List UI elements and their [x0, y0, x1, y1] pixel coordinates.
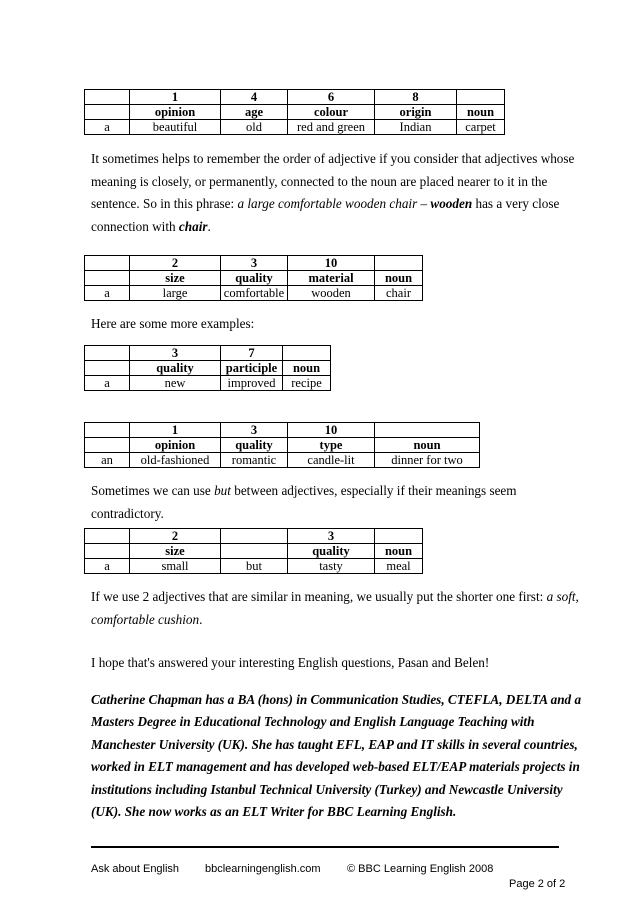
author-name: Catherine Chapman [91, 692, 203, 707]
table-header: quality [221, 438, 288, 453]
but-paragraph [91, 480, 591, 525]
paragraph-text: Sometimes we can use [91, 483, 215, 498]
table-cell: a [85, 559, 130, 574]
table-cell: comfortable [221, 286, 288, 301]
table-row [85, 105, 505, 120]
table-header: type [288, 438, 375, 453]
table-header: age [221, 105, 288, 120]
table-cell: 10 [288, 256, 375, 271]
table-row [85, 453, 480, 468]
adjective-order-table-4 [84, 422, 480, 468]
table-header: quality [130, 361, 221, 376]
table-cell: dinner for two [375, 453, 480, 468]
table-cell: carpet [457, 120, 505, 135]
table-header: noun [457, 105, 505, 120]
table-cell: 1 [130, 90, 221, 105]
table-cell [85, 423, 130, 438]
table-cell: 3 [221, 423, 288, 438]
table-cell: large [130, 286, 221, 301]
table-cell: new [130, 376, 221, 391]
paragraph-text: If we use 2 adjectives that are similar in meaning, we usually put the shorter one first: [91, 589, 547, 604]
table-cell: 1 [130, 423, 221, 438]
table-cell: romantic [221, 453, 288, 468]
table-cell: 7 [221, 346, 283, 361]
table-cell [85, 105, 130, 120]
table-cell: 8 [375, 90, 457, 105]
table-row [85, 90, 505, 105]
table-row [85, 423, 480, 438]
table-cell: 3 [288, 529, 375, 544]
table-cell: 6 [288, 90, 375, 105]
table-cell: chair [375, 286, 423, 301]
table-cell [375, 529, 423, 544]
example-phrase: a soft, comfortable cushion [91, 589, 579, 627]
table-header: quality [221, 271, 288, 286]
paragraph-text: . [207, 218, 211, 234]
table-cell: tasty [288, 559, 375, 574]
closing-paragraph: I hope that's answered your interesting English questions, Pasan and Belen! [91, 655, 490, 670]
table-header: size [130, 271, 221, 286]
adjective-order-table-3 [84, 345, 331, 391]
table-cell [283, 346, 331, 361]
paragraph-text: – [417, 196, 431, 211]
table-cell [457, 90, 505, 105]
paragraph-text: . [199, 611, 203, 627]
table-cell [85, 271, 130, 286]
table-row [85, 376, 331, 391]
footer-website: bbclearningenglish.com [205, 863, 321, 875]
table-row [85, 544, 423, 559]
table-row [85, 361, 331, 376]
table-row [85, 529, 423, 544]
table-cell: a [85, 120, 130, 135]
table-cell: 3 [130, 346, 221, 361]
table-cell [85, 256, 130, 271]
table-cell: 2 [130, 529, 221, 544]
table-cell [221, 529, 288, 544]
example-phrase: a large comfortable wooden chair [237, 196, 418, 211]
table-row [85, 271, 423, 286]
table-cell [85, 346, 130, 361]
table-header: noun [375, 271, 423, 286]
table-cell: meal [375, 559, 423, 574]
bio-text: has a BA (hons) in Communication Studies, CTEFLA, DELTA and a Masters Degree in Educational Technology and English Language Teaching with Manchester University (UK). She has taught EFL, EAP and IT skills in several countries, worked in ELT management and has developed web-based ELT/EAP materials projects in institutions including Istanbul Technical University (Turkey) and Newcastle University (UK). She now works as an ELT Writer for BBC Learning English. [91, 692, 582, 820]
table-cell: candle-lit [288, 453, 375, 468]
footer-copyright: © BBC Learning English 2008 [347, 863, 494, 875]
table-header: noun [375, 544, 423, 559]
table-header: origin [375, 105, 457, 120]
similar-adjectives-paragraph [91, 586, 591, 631]
table-cell: small [130, 559, 221, 574]
table-header: opinion [130, 438, 221, 453]
highlight-word: but [214, 483, 231, 498]
table-cell [375, 256, 423, 271]
table-cell: red and green [288, 120, 375, 135]
table-row [85, 438, 480, 453]
table-row [85, 559, 423, 574]
paragraph-text: between adjectives, especially if their meanings seem contradictory. [91, 483, 517, 521]
table-cell [85, 438, 130, 453]
table-cell [85, 361, 130, 376]
table-header: quality [288, 544, 375, 559]
table-header: opinion [130, 105, 221, 120]
table-cell: improved [221, 376, 283, 391]
table-row [85, 286, 423, 301]
table-cell: 3 [221, 256, 288, 271]
table-cell: an [85, 453, 130, 468]
table-header: noun [375, 438, 480, 453]
table-cell: beautiful [130, 120, 221, 135]
adjective-order-table-1 [84, 89, 505, 135]
table-cell: 10 [288, 423, 375, 438]
explanation-paragraph [91, 148, 591, 238]
table-cell [85, 90, 130, 105]
table-header: material [288, 271, 375, 286]
table-cell: 2 [130, 256, 221, 271]
table-cell: old [221, 120, 288, 135]
table-cell [85, 529, 130, 544]
table-cell [85, 544, 130, 559]
table-cell: Indian [375, 120, 457, 135]
paragraph-text: has a very close connection with [91, 196, 560, 234]
table-cell: but [221, 559, 288, 574]
author-bio [91, 689, 591, 823]
table-cell [221, 544, 288, 559]
page-number: Page 2 of 2 [509, 878, 566, 890]
table-row [85, 256, 423, 271]
table-header: size [130, 544, 221, 559]
intro-examples: Here are some more examples: [91, 316, 255, 331]
table-header: colour [288, 105, 375, 120]
table-cell: wooden [288, 286, 375, 301]
highlight-word: wooden [430, 196, 473, 211]
table-cell: recipe [283, 376, 331, 391]
adjective-order-table-5 [84, 528, 423, 574]
table-row [85, 346, 331, 361]
table-cell: a [85, 286, 130, 301]
table-cell: 4 [221, 90, 288, 105]
table-cell [375, 423, 480, 438]
highlight-word: chair [178, 218, 208, 234]
paragraph-text: It sometimes helps to remember the order of adjective if you consider that adjectives whose meaning is closely, or permanently, connected to the noun are placed nearer to it in the sentence. So in this phrase: [91, 151, 575, 211]
table-cell: a [85, 376, 130, 391]
adjective-order-table-2 [84, 255, 423, 301]
table-row [85, 120, 505, 135]
table-header: noun [283, 361, 331, 376]
table-header: participle [221, 361, 283, 376]
footer-title: Ask about English [91, 863, 180, 875]
footer-divider [91, 846, 559, 848]
table-cell: old-fashioned [130, 453, 221, 468]
